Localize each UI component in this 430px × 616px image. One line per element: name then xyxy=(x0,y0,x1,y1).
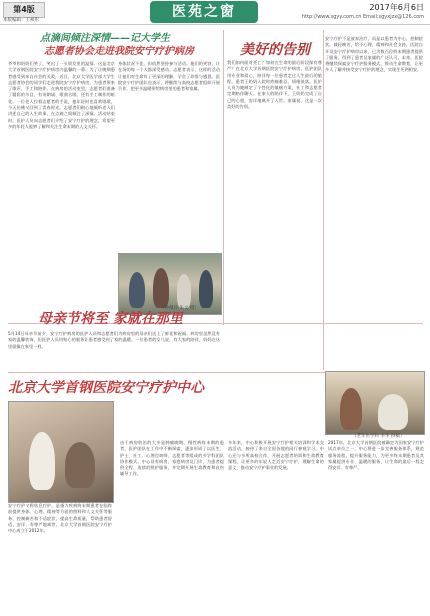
article4-body-continued: 2017年，北京大学首钢医院被确定为国家安宁疗护试点单位之一。中心将进一步完善服务体系，规范服务流程，提升服务能力，为更多终末期患者及其家属提供专业、温暖的服务，让生命的最后一程走得安详、有尊严。 xyxy=(328,440,424,471)
edition-badge: 第4版 xyxy=(3,2,45,18)
page-header xyxy=(0,0,430,25)
article3-body: 5月14日母亲节前夕，安宁疗护病房的医护人员和志愿者们为病房里的母亲们送上了鲜花和祝福。病房里虽然没有家的温馨装饰，但医护人员用贴心的服务让患者感受到了家的温暖。一位患者的女儿说，有大家的陪伴，妈妈在这里就像在家里一样。 xyxy=(8,331,220,349)
editor-credit: 本版编辑：王祯彤 xyxy=(3,18,39,23)
column-divider xyxy=(223,30,224,325)
article2-body: 我们如何面对死亡？如何在生命的最后阶段保有尊严？在北京大学首钢医院安宁疗护病房，医护团队用专业和爱心，陪伴每一位患者走过人生最后的旅程。患者王奶奶入院时疼痛难忍，情绪低落。医护人员为她制定了个性化的镇痛方案，社工和志愿者定期陪伴聊天。在家人的陪伴下，王奶奶完成了自己的心愿，安详地离开了人世。家属说，这是一次美好的告别。 xyxy=(227,60,322,110)
article2-body-continued: 安宁疗护不是放弃治疗，而是以患者为中心，控制症状，减轻痛苦，给予心理、精神和社会支持。医院自开设安宁疗护病房以来，已为数百位终末期患者提供了服务，得到了患者及家属的广泛认可。未来，医院将继续探索安宁疗护服务模式，推动生命教育，让更多人了解并接受安宁疗护的理念，实现生死两相安。 xyxy=(325,36,423,73)
article4-body-continued: 多年来，中心积极开展安宁疗护相关培训和学术交流活动，接待了来自全国各地的同行参观学习。中心还与多所高校合作，开展志愿者培训和生命教育课程，让更多的年轻人走近安宁疗护，理解生命的意义，推动安宁疗护事业的发展。 xyxy=(228,440,324,471)
article1-headline-top: 点滴间倾注深情——记大学生 xyxy=(40,33,170,44)
person-figure xyxy=(129,272,145,308)
article3-headline: 母亲节将至 家就在那里 xyxy=(38,311,183,327)
article1-body: 爷爷和奶奶们笑了，笑出了一头银发里的温情。这是北京大学首钢医院安宁疗护病房内温馨的一幕。为了让晚期患者感受到来自社会的关爱，近日，北京大学医学部大学生志愿者协会的同学们走进我院安宁疗护病房，为患者带来了歌声、手工和陪伴。在病房的活动室里，志愿者们准备了精彩的节目，有诗朗诵、歌曲合唱，还有手工制作的纸花。一位老人拉着志愿者的手说，他年轻时也喜欢唱歌，今天仿佛又回到了青春时光。志愿者们耐心地倾听老人们讲述自己的人生故事，在点滴之间倾注了深情。活动结束时，医护人员向志愿者们介绍了安宁疗护的理念，希望更多的年轻人能够了解和关注生命末期的人文关怀。 xyxy=(8,61,115,129)
article4-headline: 北京大学首钢医院安宁疗护中心 xyxy=(8,380,204,396)
article1-body-continued: 身体状况不佳，但依然坚持参与活动。他们的笑容，让在场的每一个人都深受感动。志愿者表示，这样的活动让他们对生命有了更深的理解，学会了珍惜与感恩。医院安宁疗护团队也表示，将继续与高校志愿者组织开展合作，把更多温暖带给病房里的患者和家属。 xyxy=(118,61,220,92)
issue-date: 2017年6月6日 xyxy=(369,3,424,12)
patient-care-photo xyxy=(325,371,425,435)
person-figure xyxy=(65,442,95,488)
person-figure xyxy=(153,268,169,308)
hospice-ward-photo xyxy=(8,401,114,503)
person-figure xyxy=(177,274,191,308)
column-divider xyxy=(323,30,324,370)
photo-caption: （老年医学科 李华 供稿） xyxy=(352,434,405,439)
photo-caption: （钟佩玲 朱文 摄） xyxy=(160,306,199,311)
person-figure xyxy=(199,270,213,308)
masthead-title: 医苑之窗 xyxy=(150,1,258,23)
section-divider xyxy=(8,372,325,373)
person-figure xyxy=(378,394,408,430)
person-figure xyxy=(29,432,55,490)
article4-body-continued: 由于病房收治的大多是肿瘤晚期、慢性病终末期的患者，医护团队在工作中不断探索，逐步形成了以医生、护士、社工、心理咨询师、志愿者等组成的多学科团队协作模式。中心设有病房、家庭病房及门诊，为患者提供全程、连续的照护服务，并定期开展生命教育和哀伤辅导工作。 xyxy=(120,440,224,477)
article2-headline: 美好的告别 xyxy=(240,42,310,58)
article4-body: 安宁疗护又称姑息疗护，是指为疾病终末期患者在临终前提供身体、心理、精神等方面的照料和人文关怀等服务，控制痛苦和不适症状，提高生命质量，帮助患者舒适、安详、有尊严地离世。北京大学首钢医院安宁疗护中心成立于2012年。 xyxy=(8,503,112,534)
article1-headline-bottom: 志愿者协会走进我院安宁疗护病房 xyxy=(44,46,194,57)
website-contact: http://www.sgyy.com.cn Email:sgyxjzx@126.com xyxy=(301,14,424,20)
person-figure xyxy=(340,388,362,430)
